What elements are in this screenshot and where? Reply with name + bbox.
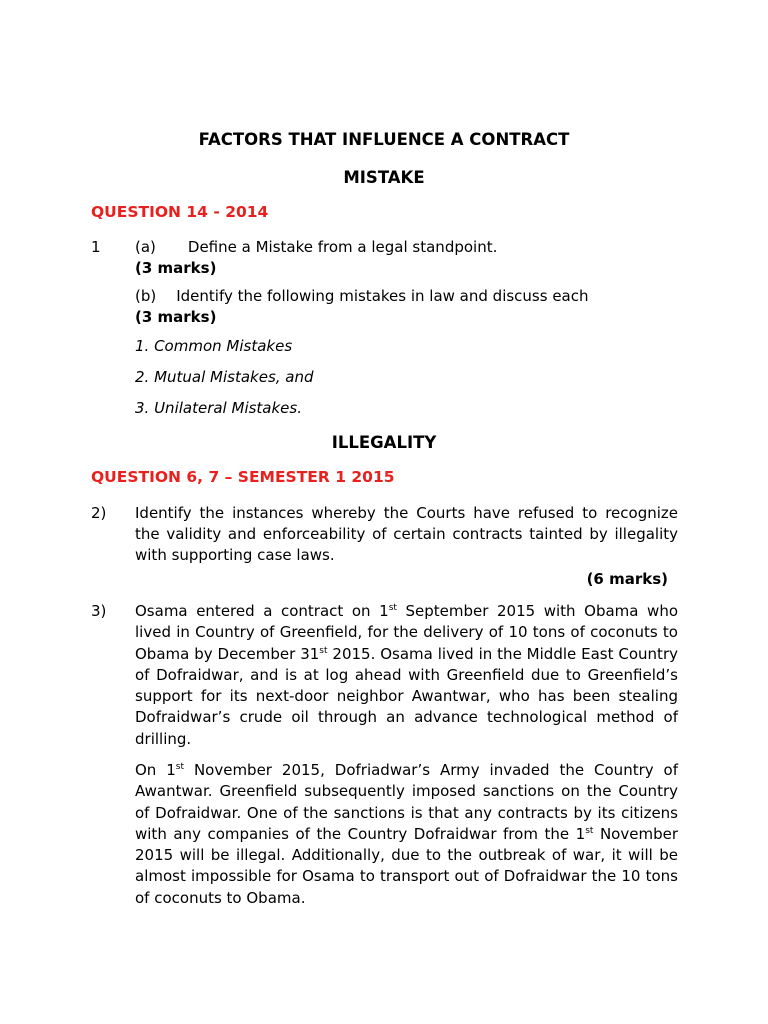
part-a-text: Define a Mistake from a legal standpoint. — [187, 238, 498, 256]
q3-paragraph-1 — [135, 601, 678, 750]
ordinal-suffix: st — [585, 825, 594, 836]
section-heading-illegality: ILLEGALITY — [331, 433, 437, 452]
document-title: FACTORS THAT INFLUENCE A CONTRACT — [198, 130, 570, 149]
q3-p1-part-a: Osama entered a contract on 1 — [135, 602, 389, 620]
list-item-mutual: 2. Mutual Mistakes, and — [135, 368, 314, 386]
item-number: 1 — [91, 238, 101, 256]
part-b-text: Identify the following mistakes in law and discuss each — [176, 287, 589, 305]
q2-number: 2) — [91, 504, 107, 522]
ordinal-suffix: st — [388, 603, 397, 613]
q3-p1-part-c: 2015. Osama lived in the Middle East Country of Dofraidwar, and is at log ahead with Greenfield due to Greenfield’s support for its next-door neighbor Awantwar, who has been stealing Dofraidwar’s crude oil through an advance technological method of drilling. — [135, 644, 678, 748]
part-b-marks: (3 marks) — [135, 308, 217, 326]
question-heading-6-7-2015: QUESTION 6, 7 – SEMESTER 1 2015 — [91, 468, 395, 486]
q3-p2-part-a: On 1 — [135, 761, 176, 779]
part-b — [135, 286, 678, 328]
ordinal-suffix: st — [175, 762, 185, 772]
q2-text: Identify the instances whereby the Courts have refused to recognize the validity and enforceability of certain contracts tainted by illegality with supporting case laws. — [135, 504, 678, 564]
q3-p1-part-b: September 2015 with Obama who lived in Country of Greenfield, for the delivery of 10 tons of coconuts to Obama by December 31 — [135, 602, 679, 663]
q3-paragraph-2 — [135, 760, 678, 909]
list-item-common: 1. Common Mistakes — [135, 337, 293, 355]
q2-marks: (6 marks) — [586, 570, 668, 588]
part-a-marks: (3 marks) — [135, 259, 217, 277]
q3-number: 3) — [91, 602, 107, 620]
list-item-unilateral: 3. Unilateral Mistakes. — [135, 399, 302, 417]
question-heading-14-2014: QUESTION 14 - 2014 — [91, 203, 269, 221]
part-a-label: (a) — [135, 238, 156, 256]
q3-p2-part-c: November 2015 will be illegal. Additionally, due to the outbreak of war, it will be almost impossible for Osama to transport out of Dofraidwar the 10 tons of coconuts to Obama. — [135, 824, 678, 907]
part-b-label: (b) — [135, 287, 157, 305]
section-heading-mistake: MISTAKE — [343, 168, 425, 187]
q3-p2-part-b: November 2015, Dofriadwar’s Army invaded the Country of Awantwar. Greenfield subsequently imposed sanctions on the Country of Dofraidwar. One of the sanctions is that any contracts by its citizens with any companies of the Country Dofraidwar from the 1 — [135, 761, 679, 843]
ordinal-suffix: st — [319, 645, 328, 656]
part-a — [135, 237, 678, 279]
